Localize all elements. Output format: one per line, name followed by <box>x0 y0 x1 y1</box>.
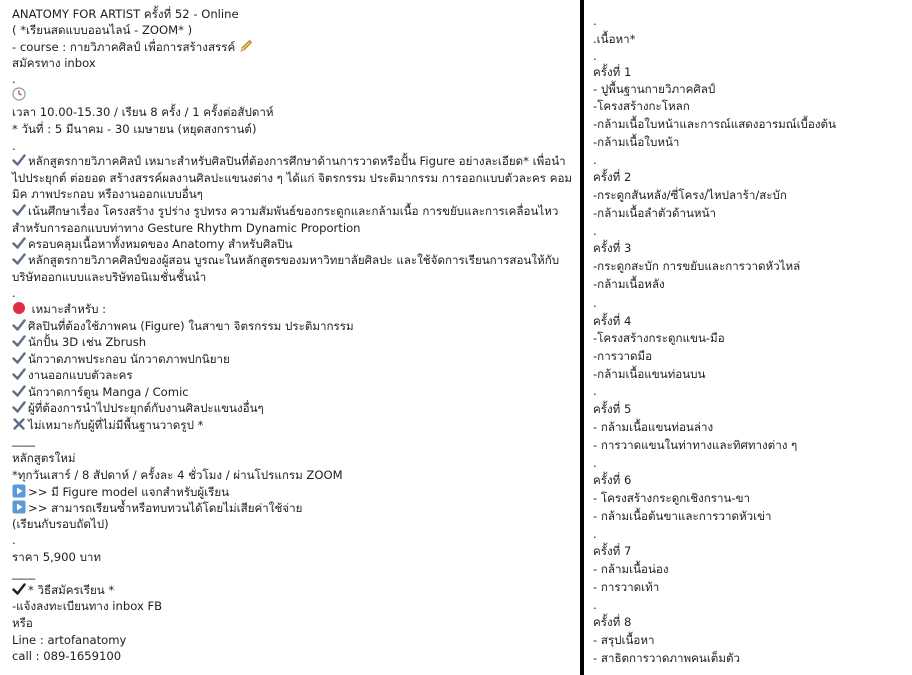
separator-line: ____ <box>12 433 36 447</box>
session-title: ครั้งที่ 3 <box>593 241 632 255</box>
dot-separator: . <box>593 296 597 310</box>
right-column <box>584 0 912 675</box>
pencil-icon <box>239 39 253 53</box>
feature-2 <box>12 203 574 236</box>
play-button-icon <box>12 484 26 498</box>
not-suitable-text: ไม่เหมาะกับผู้ที่ไม่มีพื้นฐานวาดรูป * <box>28 418 204 432</box>
suitable-item-text: งานออกแบบตัวละคร <box>28 368 133 382</box>
check-icon <box>12 203 26 217</box>
check-icon <box>12 236 26 250</box>
dot-separator: . <box>593 456 597 470</box>
post-title: ANATOMY FOR ARTIST ครั้งที่ 52 - Online <box>12 7 239 21</box>
clock-icon <box>12 87 26 101</box>
session-title: ครั้งที่ 7 <box>593 544 632 558</box>
play-button-icon <box>12 500 26 514</box>
feature-1 <box>12 153 574 203</box>
check-icon <box>12 153 26 167</box>
check-icon <box>12 400 26 414</box>
check-icon <box>12 334 26 348</box>
date-info: * วันที่ : 5 มีนาคม - 30 เมษายน (หยุดสงกรานต์) <box>12 122 257 136</box>
how-to-apply-text: * วิธีสมัครเรียน * <box>28 583 115 597</box>
session-item: -โครงสร้างกระดูกแขน-มือ <box>593 331 725 345</box>
course-line <box>12 39 255 55</box>
dot-separator: . <box>12 139 16 153</box>
suitable-item-text: นักวาดการ์ตูน Manga / Comic <box>28 385 189 399</box>
feature-2-text: เน้นศึกษาเรื่อง โครงสร้าง รูปร่าง รูปทรง ความสัมพันธ์ของกระดูกและกล้ามเนื้อ การขยับและการเคลื่อนไหว สำหรับการออกแบบท่าทาง Gesture Rhythm Dynamic Proportion <box>12 204 559 235</box>
suitable-item-text: นักวาดภาพประกอบ นักวาดภาพปกนิยาย <box>28 352 230 366</box>
schedule-info: *ทุกวันเสาร์ / 8 สัปดาห์ / ครั้งละ 4 ชั่วโมง / ผ่านโปรแกรม ZOOM <box>12 468 343 482</box>
check-icon <box>12 318 26 332</box>
time-info: เวลา 10.00-15.30 / เรียน 8 ครั้ง / 1 ครั้งต่อสัปดาห์ <box>12 105 274 119</box>
not-suitable <box>12 417 203 433</box>
dot-separator: . <box>593 14 597 28</box>
dot-separator: . <box>593 153 597 167</box>
separator-line: ____ <box>12 566 36 580</box>
suitable-heading <box>12 301 106 317</box>
perk-1-text: >> มี Figure model แจกสำหรับผู้เรียน <box>28 485 230 499</box>
session-item: - กล้ามเนื้อแขนท่อนล่าง <box>593 420 714 434</box>
perk-2 <box>12 500 302 516</box>
price: ราคา 5,900 บาท <box>12 550 102 564</box>
session-item: -กล้ามเนื้อแขนท่อนบน <box>593 367 706 381</box>
suitable-heading-text: เหมาะสำหรับ : <box>28 302 107 316</box>
dot-separator: . <box>12 286 16 300</box>
session-title: ครั้งที่ 8 <box>593 615 632 629</box>
session-title: ครั้งที่ 6 <box>593 473 632 487</box>
session-item: -กล้ามเนื้อใบหน้าและการณ์แสดงอารมณ์เบื้องต้น <box>593 117 836 131</box>
feature-3 <box>12 236 293 252</box>
session-item: - สาธิตการวาดภาพคนเต็มตัว <box>593 651 741 665</box>
dot-separator: . <box>593 527 597 541</box>
suitable-item-text: นักปั้น 3D เช่น Zbrush <box>28 335 147 349</box>
red-circle-icon <box>12 301 26 315</box>
session-item: - การวาดแขนในท่าทางและทิศทางต่าง ๆ <box>593 438 798 452</box>
content-heading: .เนื้อหา* <box>593 32 636 46</box>
register-inbox: -แจ้งลงทะเบียนทาง inbox FB <box>12 599 163 613</box>
how-to-apply <box>12 582 114 598</box>
feature-4-text: หลักสูตรกายวิภาคศิลป์ของผู้สอน บูรณะในหลักสูตรของมหาวิทยาลัยศิลปะ และใช้จัดการเรียนการสอนให้กับบริษัทออกแบบและบริษัทอนิเมชั่นชั้นนำ <box>12 253 560 284</box>
session-item: -กล้ามเนื้อใบหน้า <box>593 135 680 149</box>
dot-separator: . <box>12 72 16 86</box>
phone-contact: call : 089-1659100 <box>12 649 122 663</box>
session-title: ครั้งที่ 1 <box>593 65 632 79</box>
perk-1 <box>12 484 229 500</box>
dot-separator: . <box>12 533 16 547</box>
check-icon <box>12 351 26 365</box>
session-item: -กระดูกสันหลัง/ซี่โครง/ไหปลาร้า/สะบัก <box>593 188 787 202</box>
check-icon <box>12 252 26 266</box>
check-icon <box>12 582 26 596</box>
dot-separator: . <box>593 224 597 238</box>
suitable-item <box>12 318 354 334</box>
line-contact: Line : artofanatomy <box>12 633 127 647</box>
suitable-item <box>12 384 189 400</box>
feature-1-text: หลักสูตรกายวิภาคศิลป์ เหมาะสำหรับศิลปินที่ต้องการศึกษาด้านการวาดหรือปั้น Figure อย่างละเอียด* เพื่อนำไปประยุกต์ ต่อยอด สร้างสรรค์ผลงานศิลปะแขนงต่าง ๆ ได้แก่ จิตรกรรม ประติมากรรม การออกแบบตัวละคร คอมมิค ภาพประกอบ หรืองานออกแบบอื่นๆ <box>12 154 573 201</box>
session-item: -การวาดมือ <box>593 349 653 363</box>
session-item: - โครงสร้างกระดูกเชิงกราน-ขา <box>593 491 751 505</box>
post-subtitle: ( *เรียนสดแบบออนไลน์ - ZOOM* ) <box>12 23 193 37</box>
session-item: - กล้ามเนื้อน่อง <box>593 562 669 576</box>
feature-3-text: ครอบคลุมเนื้อหาทั้งหมดของ Anatomy สำหรับศิลปิน <box>28 237 293 251</box>
perk-2-text: >> สามารถเรียนซ้ำหรือทบทวนได้โดยไม่เสียค่าใช้จ่าย <box>28 501 303 515</box>
session-item: - สรุปเนื้อหา <box>593 633 655 647</box>
dot-separator: . <box>593 598 597 612</box>
session-item: -โครงสร้างกะโหลก <box>593 99 690 113</box>
or-text: หรือ <box>12 616 33 630</box>
suitable-item <box>12 351 230 367</box>
course-text: - course : กายวิภาคศิลป์ เพื่อการสร้างสรรค์ <box>12 40 236 54</box>
suitable-item <box>12 334 146 350</box>
check-icon <box>12 367 26 381</box>
session-title: ครั้งที่ 4 <box>593 314 632 328</box>
session-item: - ปูพื้นฐานกายวิภาคศิลป์ <box>593 82 716 96</box>
clock-line <box>12 87 28 103</box>
session-title: ครั้งที่ 5 <box>593 402 632 416</box>
cross-icon <box>12 417 26 431</box>
apply-inbox: สมัครทาง inbox <box>12 56 96 70</box>
session-item: - การวาดเท้า <box>593 580 660 594</box>
suitable-item-text: ผู้ที่ต้องการนำไปประยุกต์กับงานศิลปะแขนงอื่นๆ <box>28 401 264 415</box>
session-item: -กล้ามเนื้อลำตัวด้านหน้า <box>593 206 717 220</box>
session-item: - กล้ามเนื้อต้นขาและการวาดหัวเข่า <box>593 509 772 523</box>
dot-separator: . <box>593 49 597 63</box>
new-course-heading: หลักสูตรใหม่ <box>12 451 76 465</box>
feature-4 <box>12 252 574 285</box>
suitable-item-text: ศิลปินที่ต้องใช้ภาพคน (Figure) ในสาขา จิตรกรรม ประติมากรรม <box>28 319 354 333</box>
suitable-item <box>12 400 264 416</box>
dot-separator: . <box>593 384 597 398</box>
suitable-item <box>12 367 133 383</box>
session-title: ครั้งที่ 2 <box>593 170 632 184</box>
perk-note: (เรียนกับรอบถัดไป) <box>12 517 109 531</box>
session-item: -กล้ามเนื้อหลัง <box>593 277 665 291</box>
check-icon <box>12 384 26 398</box>
session-item: -กระดูกสะบัก การขยับและการวาดหัวไหล่ <box>593 259 801 273</box>
